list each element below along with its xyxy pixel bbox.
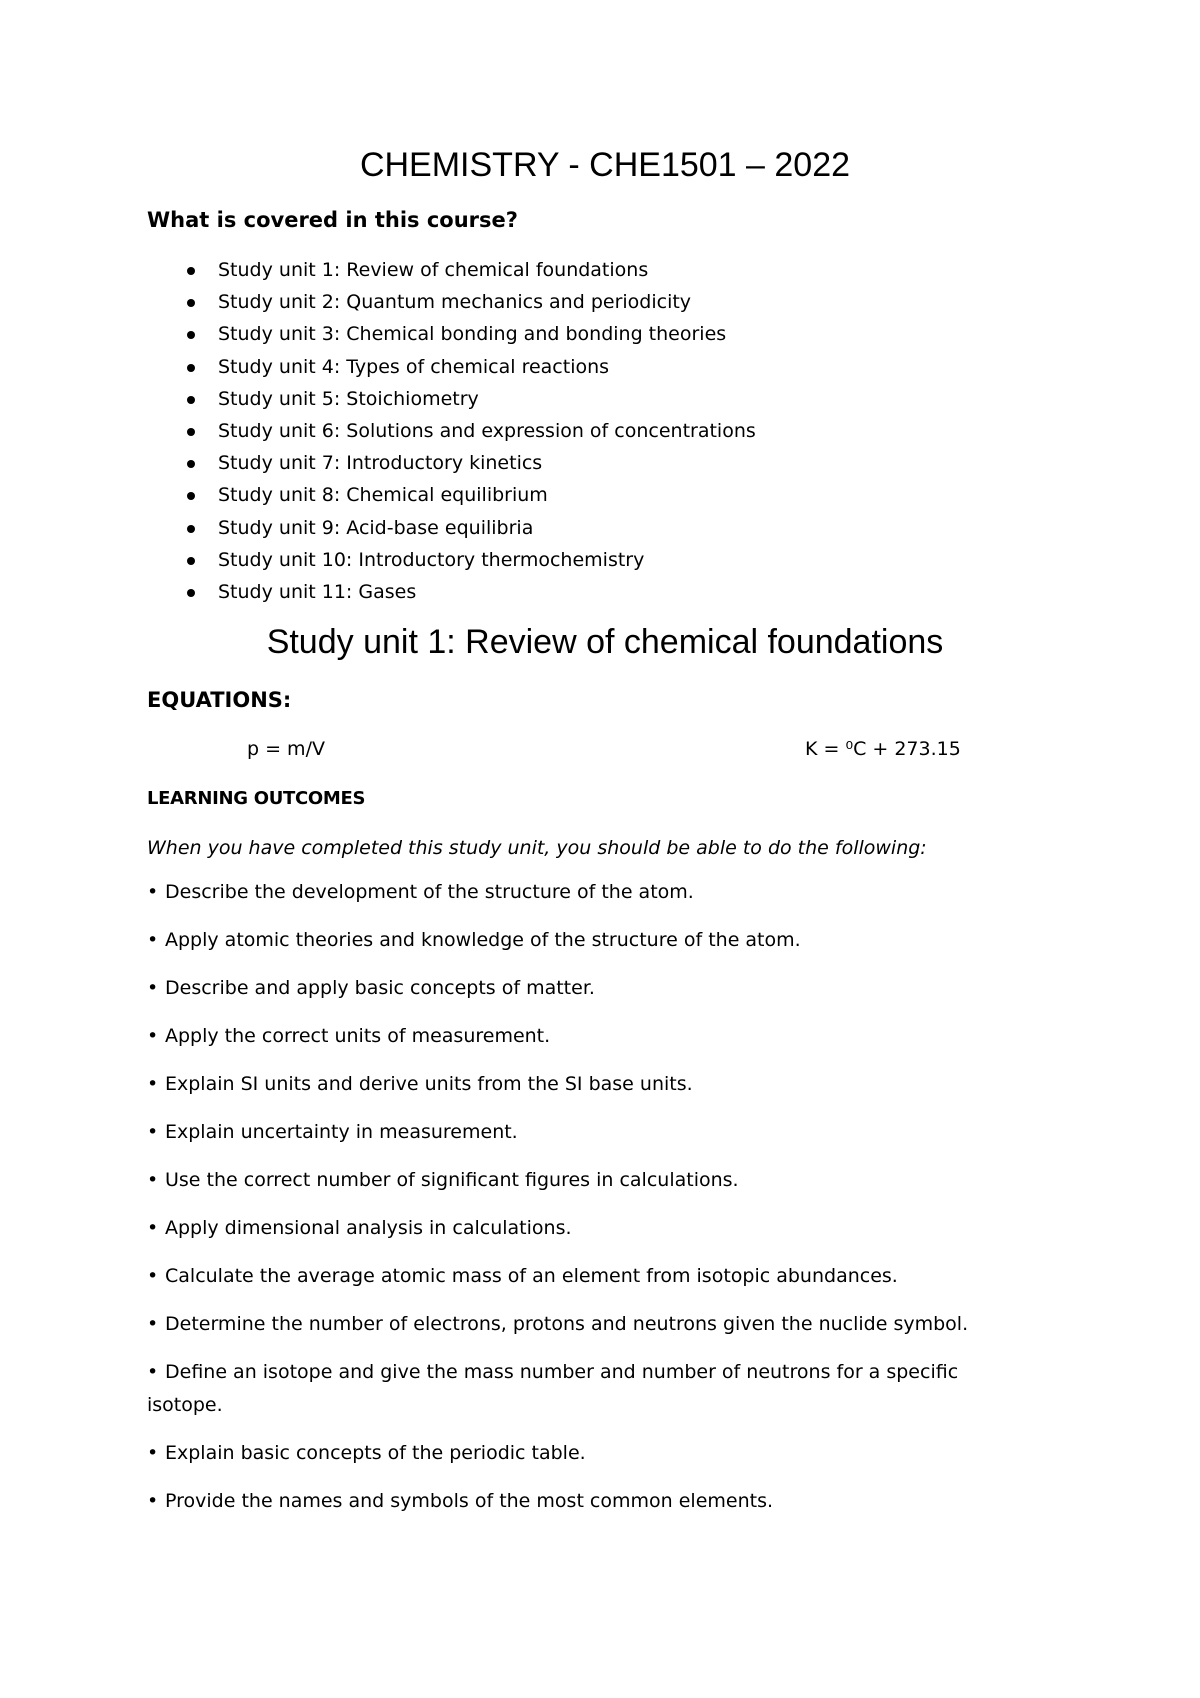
learning-outcome-item bbox=[147, 876, 1017, 909]
learning-outcome-item bbox=[147, 1308, 1017, 1341]
learning-outcome-text: Describe the development of the structure of the atom. bbox=[165, 881, 694, 903]
bullet-dot: • bbox=[147, 1265, 159, 1287]
study-unit-item: Study unit 8: Chemical equilibrium bbox=[147, 479, 756, 511]
learning-outcome-item bbox=[147, 1437, 1017, 1470]
bullet-dot: • bbox=[147, 977, 159, 999]
learning-outcome-text: Determine the number of electrons, protons and neutrons given the nuclide symbol. bbox=[165, 1313, 969, 1335]
learning-outcome-text: Use the correct number of significant figures in calculations. bbox=[165, 1169, 739, 1191]
learning-outcomes-heading: LEARNING OUTCOMES bbox=[147, 788, 366, 809]
document-title: CHEMISTRY - CHE1501 – 2022 bbox=[359, 146, 851, 184]
learning-outcome-text: Provide the names and symbols of the most common elements. bbox=[165, 1490, 774, 1512]
learning-outcome-text: Explain basic concepts of the periodic table. bbox=[165, 1442, 586, 1464]
bullet-dot: • bbox=[147, 1217, 159, 1239]
learning-outcome-item bbox=[147, 1485, 1017, 1518]
density-equation: p = m/V bbox=[247, 738, 325, 760]
study-unit-item: Study unit 6: Solutions and expression of concentrations bbox=[147, 415, 756, 447]
learning-outcome-text: Apply the correct units of measurement. bbox=[165, 1025, 551, 1047]
bullet-dot: • bbox=[147, 881, 159, 903]
study-unit-list bbox=[147, 254, 756, 608]
bullet-dot: • bbox=[147, 1490, 159, 1512]
study-unit-item: Study unit 9: Acid-base equilibria bbox=[147, 512, 756, 544]
bullet-dot: • bbox=[147, 1169, 159, 1191]
learning-outcome-item bbox=[147, 1356, 1017, 1422]
study-unit-item: Study unit 3: Chemical bonding and bonding theories bbox=[147, 318, 756, 350]
equations-heading: EQUATIONS: bbox=[147, 688, 292, 712]
learning-outcome-text: Explain uncertainty in measurement. bbox=[165, 1121, 518, 1143]
bullet-dot: • bbox=[147, 1313, 159, 1335]
study-unit-1-heading: Study unit 1: Review of chemical foundations bbox=[266, 623, 944, 661]
study-unit-item: Study unit 10: Introductory thermochemistry bbox=[147, 544, 756, 576]
bullet-dot: • bbox=[147, 1121, 159, 1143]
learning-outcome-text: Describe and apply basic concepts of matter. bbox=[165, 977, 595, 999]
learning-outcome-text: Calculate the average atomic mass of an element from isotopic abundances. bbox=[165, 1265, 898, 1287]
bullet-dot: • bbox=[147, 1025, 159, 1047]
learning-outcome-item bbox=[147, 1020, 1017, 1053]
learning-outcome-text: Apply dimensional analysis in calculations. bbox=[165, 1217, 572, 1239]
learning-outcome-item bbox=[147, 1164, 1017, 1197]
learning-outcome-item bbox=[147, 1260, 1017, 1293]
course-coverage-heading: What is covered in this course? bbox=[147, 208, 518, 232]
learning-outcome-text: Explain SI units and derive units from the SI base units. bbox=[165, 1073, 693, 1095]
bullet-dot: • bbox=[147, 1073, 159, 1095]
bullet-dot: • bbox=[147, 1442, 159, 1464]
study-unit-item: Study unit 1: Review of chemical foundations bbox=[147, 254, 756, 286]
bullet-dot: • bbox=[147, 929, 159, 951]
learning-outcome-item bbox=[147, 1068, 1017, 1101]
learning-outcome-item bbox=[147, 1212, 1017, 1245]
study-unit-item: Study unit 4: Types of chemical reactions bbox=[147, 351, 756, 383]
study-unit-item: Study unit 5: Stoichiometry bbox=[147, 383, 756, 415]
kelvin-equation: K = ⁰C + 273.15 bbox=[805, 738, 961, 760]
learning-outcome-item bbox=[147, 972, 1017, 1005]
learning-outcomes-intro: When you have completed this study unit, you should be able to do the following: bbox=[147, 837, 927, 859]
study-unit-item: Study unit 2: Quantum mechanics and periodicity bbox=[147, 286, 756, 318]
bullet-dot: • bbox=[147, 1361, 159, 1383]
learning-outcome-text: Apply atomic theories and knowledge of the structure of the atom. bbox=[165, 929, 801, 951]
study-unit-item: Study unit 11: Gases bbox=[147, 576, 756, 608]
learning-outcome-item bbox=[147, 924, 1017, 957]
study-unit-item: Study unit 7: Introductory kinetics bbox=[147, 447, 756, 479]
learning-outcome-text: Define an isotope and give the mass number and number of neutrons for a specific isotope. bbox=[147, 1361, 959, 1416]
learning-outcome-item bbox=[147, 1116, 1017, 1149]
